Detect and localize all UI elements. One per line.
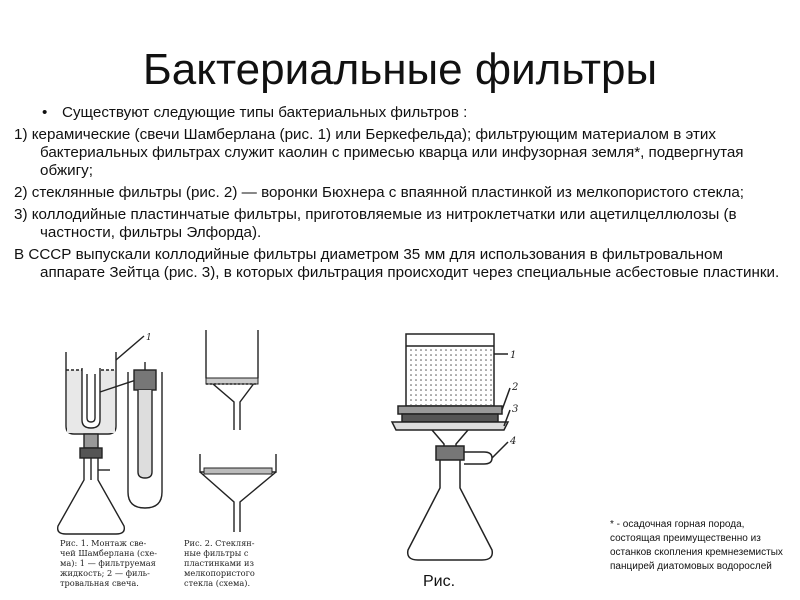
figure-3-label-4: 4	[510, 436, 517, 447]
figure-1-caption: Рис. 1. Монтаж све- чей Шамберлана (схе- ма): 1 — фильтруемая жидкость; 2 — филь- тровальная свеча.	[60, 538, 157, 588]
paragraph-collodion-filters: 3) коллодийные пластинчатые фильтры, приготовляемые из нитроклетчатки или ацетилцеллюлозы (в частности, фильтры Элфорда).	[14, 206, 737, 241]
figure-1-test-tube-candle	[120, 362, 170, 512]
figure-3-seitz-apparatus	[384, 328, 524, 568]
figure-3-label-1: 1	[510, 350, 517, 361]
bullet-icon: •	[42, 104, 48, 121]
slide-title: Бактериальные фильтры	[142, 45, 658, 94]
figure-3-label: Рис.	[423, 573, 456, 590]
intro-text: Существуют следующие типы бактериальных фильтров :	[62, 104, 468, 121]
paragraph-ussr-filters: В СССР выпускали коллодийные фильтры диаметром 35 мм для использования в фильтровальном аппарате Зейтца (рис. 3), в которых фильтрация происходит через специальные асбестовые пластинки.	[14, 246, 780, 281]
slide-body	[14, 104, 786, 286]
figure-2-glass-filters	[196, 326, 280, 532]
footnote: * - осадочная горная порода, состоящая преимущественно из останков скопления кремнеземистых панцирей диатомовых водорослей	[610, 519, 783, 572]
figure-3-label-3: 3	[512, 404, 519, 415]
paragraph-ceramic-filters: 1) керамические (свечи Шамберлана (рис. 1) или Беркефельда); фильтрующим материалом в этих бактериальных фильтрах служит каолин с примесью кварца или инфузорная земля*, подвергнутая обжигу;	[14, 126, 744, 179]
figure-2-caption: Рис. 2. Стеклян- ные фильтры с пластинками из мелкопористого стекла (схема).	[184, 538, 255, 588]
figure-1-label-1: 1	[146, 333, 152, 343]
paragraph-glass-filters: 2) стеклянные фильтры (рис. 2) — воронки Бюхнера с впаянной пластинкой из мелкопористого стекла;	[14, 184, 745, 201]
intro-bullet	[14, 104, 786, 122]
figure-3-label-2: 2	[512, 382, 519, 393]
